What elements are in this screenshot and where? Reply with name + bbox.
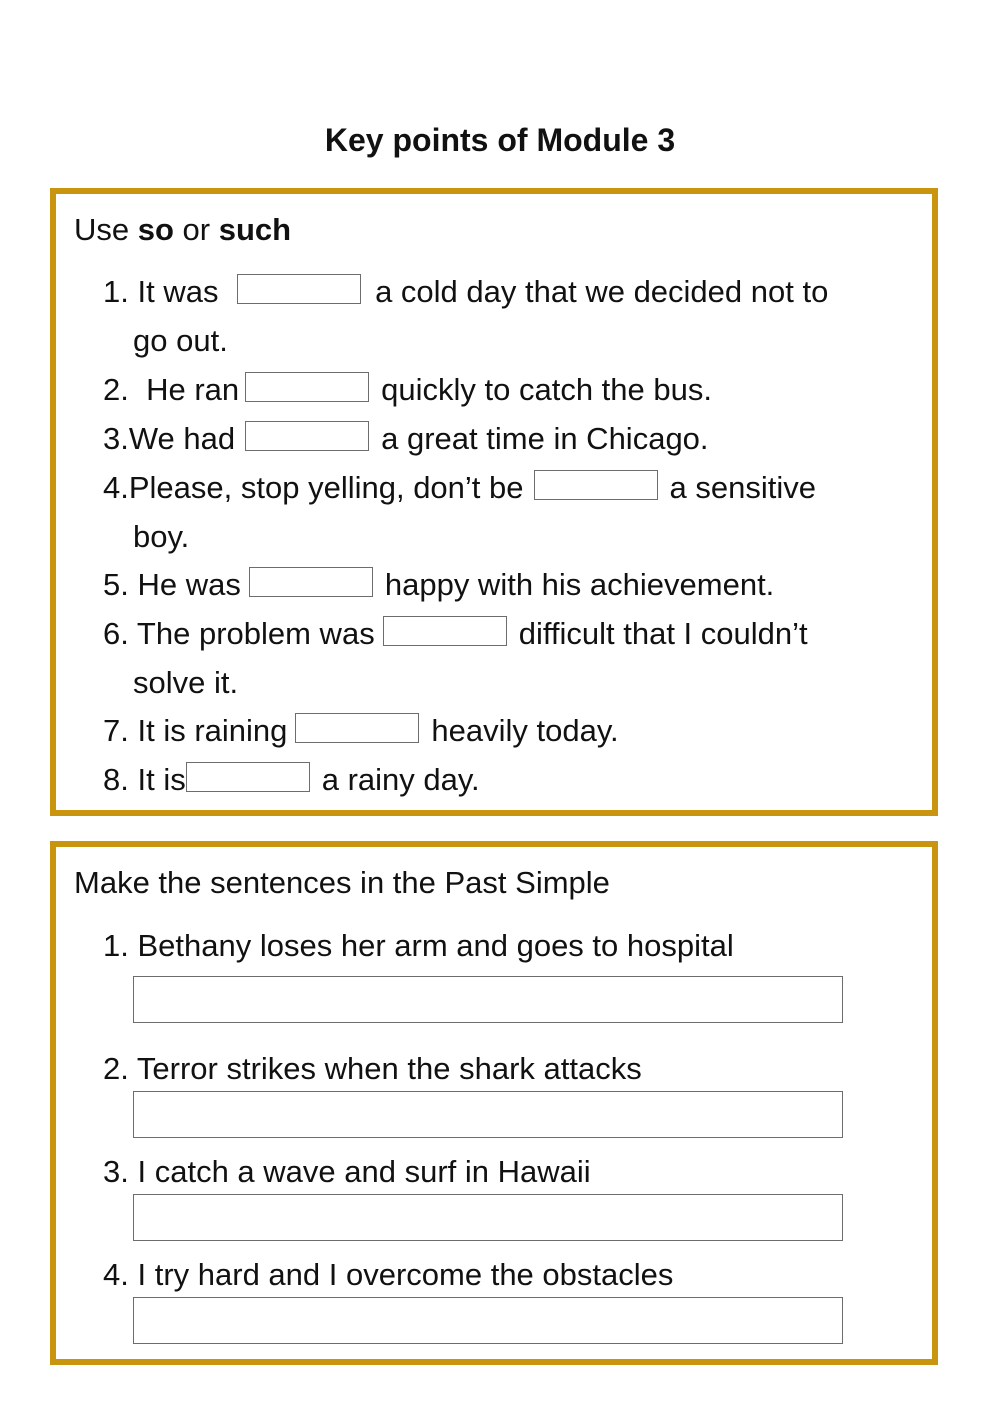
item-text-before: He was [137,567,241,602]
exercise-item-2 [103,372,712,408]
item-number: 6. [103,616,129,651]
item-number: 3. [103,1154,129,1189]
item-text-before: We had [128,421,236,456]
sentence-item-2 [103,1051,642,1087]
answer-input-4[interactable] [133,1297,843,1344]
sentence-item-4 [103,1257,673,1293]
item-text-before: It is [137,762,186,797]
gap-input-6[interactable] [383,616,507,646]
item-text-after: a cold day that we decided not to [375,274,829,309]
item-number: 5. [103,567,129,602]
item-4-continuation: boy. [133,519,190,554]
gap-input-4[interactable] [534,470,658,500]
item-text-after: quickly to catch the bus. [381,372,712,407]
heading-or: or [173,212,219,247]
heading-so: so [137,212,174,247]
exercise-item-7 [103,713,619,749]
item-text-after: difficult that I couldn’t [518,616,808,651]
answer-input-2[interactable] [133,1091,843,1138]
item-text-before: He ran [146,372,240,407]
sentence-item-3 [103,1154,591,1190]
sentence-item-1 [103,928,734,964]
gap-input-5[interactable] [249,567,373,597]
item-text-before: Please, stop yelling, don’t be [128,470,524,505]
item-text-after: a sensitive [669,470,816,505]
item-number: 7. [103,713,129,748]
past-simple-panel [50,841,938,1365]
item-text: I try hard and I overcome the obstacles [137,1257,674,1292]
item-text-after: happy with his achievement. [384,567,775,602]
item-number: 1. [103,274,129,309]
gap-input-3[interactable] [245,421,369,451]
exercise-item-3 [103,421,709,457]
gap-input-7[interactable] [295,713,419,743]
section2-heading: Make the sentences in the Past Simple [74,865,610,900]
heading-prefix: Use [74,212,138,247]
so-such-panel [50,188,938,816]
item-number: 4. [103,1257,129,1292]
item-text-before: It was [137,274,219,309]
item-text-after: heavily today. [431,713,619,748]
item-6-continuation: solve it. [133,665,239,700]
item-text: I catch a wave and surf in Hawaii [137,1154,591,1189]
page-title: Key points of Module 3 [324,122,676,158]
gap-input-8[interactable] [186,762,310,792]
item-text-after: a rainy day. [321,762,480,797]
item-text-after: a great time in Chicago. [381,421,709,456]
item-text-before: The problem was [136,616,375,651]
gap-input-1[interactable] [237,274,361,304]
exercise-item-8 [103,762,480,798]
item-number: 1. [103,928,129,963]
item-number: 2. [103,1051,129,1086]
answer-input-3[interactable] [133,1194,843,1241]
item-number: 4. [103,470,129,505]
item-number: 3. [103,421,129,456]
item-text: Terror strikes when the shark attacks [136,1051,642,1086]
item-text-before: It is raining [137,713,288,748]
item-number: 8. [103,762,129,797]
answer-input-1[interactable] [133,976,843,1023]
exercise-item-4 [103,470,816,506]
item-number: 2. [103,372,129,407]
section1-heading [74,212,291,248]
exercise-item-6 [103,616,808,652]
item-text: Bethany loses her arm and goes to hospital [137,928,734,963]
gap-input-2[interactable] [245,372,369,402]
item-1-continuation: go out. [133,323,228,358]
exercise-item-5 [103,567,774,603]
exercise-item-1 [103,274,828,310]
heading-such: such [218,212,292,247]
